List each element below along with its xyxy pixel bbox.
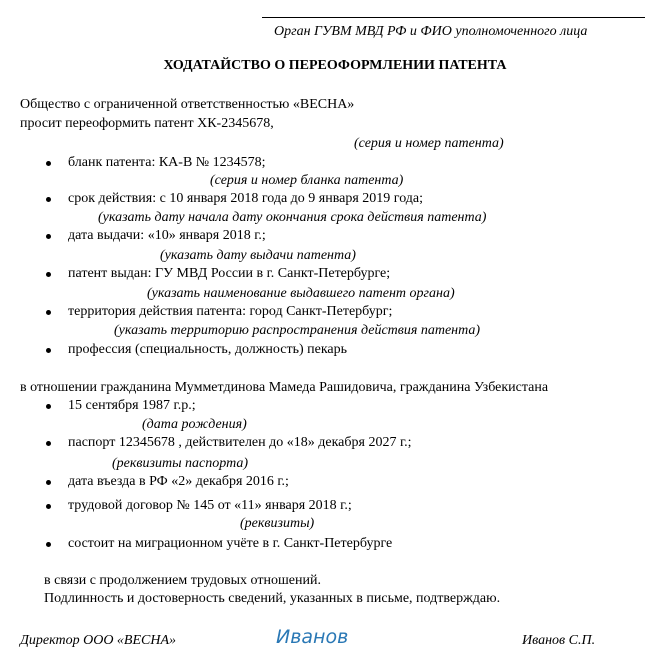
header-rule xyxy=(262,17,645,18)
handwritten-signature: Иванов xyxy=(276,626,349,648)
birth-date-hint: (дата рождения) xyxy=(142,417,247,432)
territory-hint: (указать территорию распространения действия патента) xyxy=(114,323,481,338)
issued-by-hint: (указать наименование выдавшего патент органа) xyxy=(147,286,455,301)
document-title: ХОДАТАЙСТВО О ПЕРЕОФОРМЛЕНИИ ПАТЕНТА xyxy=(163,58,507,73)
bullet xyxy=(46,161,51,166)
company-line: Общество с ограниченной ответственностью «ВЕСНА» xyxy=(20,97,355,112)
patent-blank-line: бланк патента: КА-В № 1234578; xyxy=(68,155,266,170)
bullet xyxy=(46,480,51,485)
bullet xyxy=(46,234,51,239)
bullet xyxy=(46,504,51,509)
request-hint: (серия и номер патента) xyxy=(354,136,504,151)
validity-hint: (указать дату начала дату окончания срока действия патента) xyxy=(98,210,487,225)
territory-line: территория действия патента: город Санкт-Петербург; xyxy=(68,304,393,319)
signatory-position: Директор ООО «ВЕСНА» xyxy=(20,633,177,648)
bullet xyxy=(46,197,51,202)
citizen-line: в отношении гражданина Мумметдинова Мамеда Рашидовича, гражданина Узбекистана xyxy=(20,380,549,395)
bullet xyxy=(46,310,51,315)
recipient-line: Орган ГУВМ МВД РФ и ФИО уполномоченного лица xyxy=(274,24,588,39)
issued-by-line: патент выдан: ГУ МВД России в г. Санкт-Петербурге; xyxy=(68,266,391,281)
passport-hint: (реквизиты паспорта) xyxy=(112,456,249,471)
contract-hint: (реквизиты) xyxy=(240,516,315,531)
patent-blank-hint: (серия и номер бланка патента) xyxy=(210,173,404,188)
validity-line: срок действия: с 10 января 2018 года до 9 января 2019 года; xyxy=(68,191,424,206)
confirm-line: Подлинность и достоверность сведений, указанных в письме, подтверждаю. xyxy=(44,591,501,606)
migration-line: состоит на миграционном учёте в г. Санкт-Петербурге xyxy=(68,536,393,551)
entry-date-line: дата въезда в РФ «2» декабря 2016 г.; xyxy=(68,474,289,489)
bullet xyxy=(46,348,51,353)
bullet xyxy=(46,441,51,446)
passport-line: паспорт 12345678 , действителен до «18» декабря 2027 г.; xyxy=(68,435,412,450)
issue-date-line: дата выдачи: «10» января 2018 г.; xyxy=(68,228,266,243)
bullet xyxy=(46,542,51,547)
birth-date-line: 15 сентября 1987 г.р.; xyxy=(68,398,196,413)
bullet xyxy=(46,272,51,277)
bullet xyxy=(46,404,51,409)
request-line: просит переоформить патент ХК-2345678, xyxy=(20,116,274,131)
issue-date-hint: (указать дату выдачи патента) xyxy=(160,248,356,263)
contract-line: трудовой договор № 145 от «11» января 2018 г.; xyxy=(68,498,352,513)
profession-line: профессия (специальность, должность) пекарь xyxy=(68,342,348,357)
reason-line: в связи с продолжением трудовых отношений. xyxy=(44,573,321,588)
signatory-name: Иванов С.П. xyxy=(522,633,596,648)
